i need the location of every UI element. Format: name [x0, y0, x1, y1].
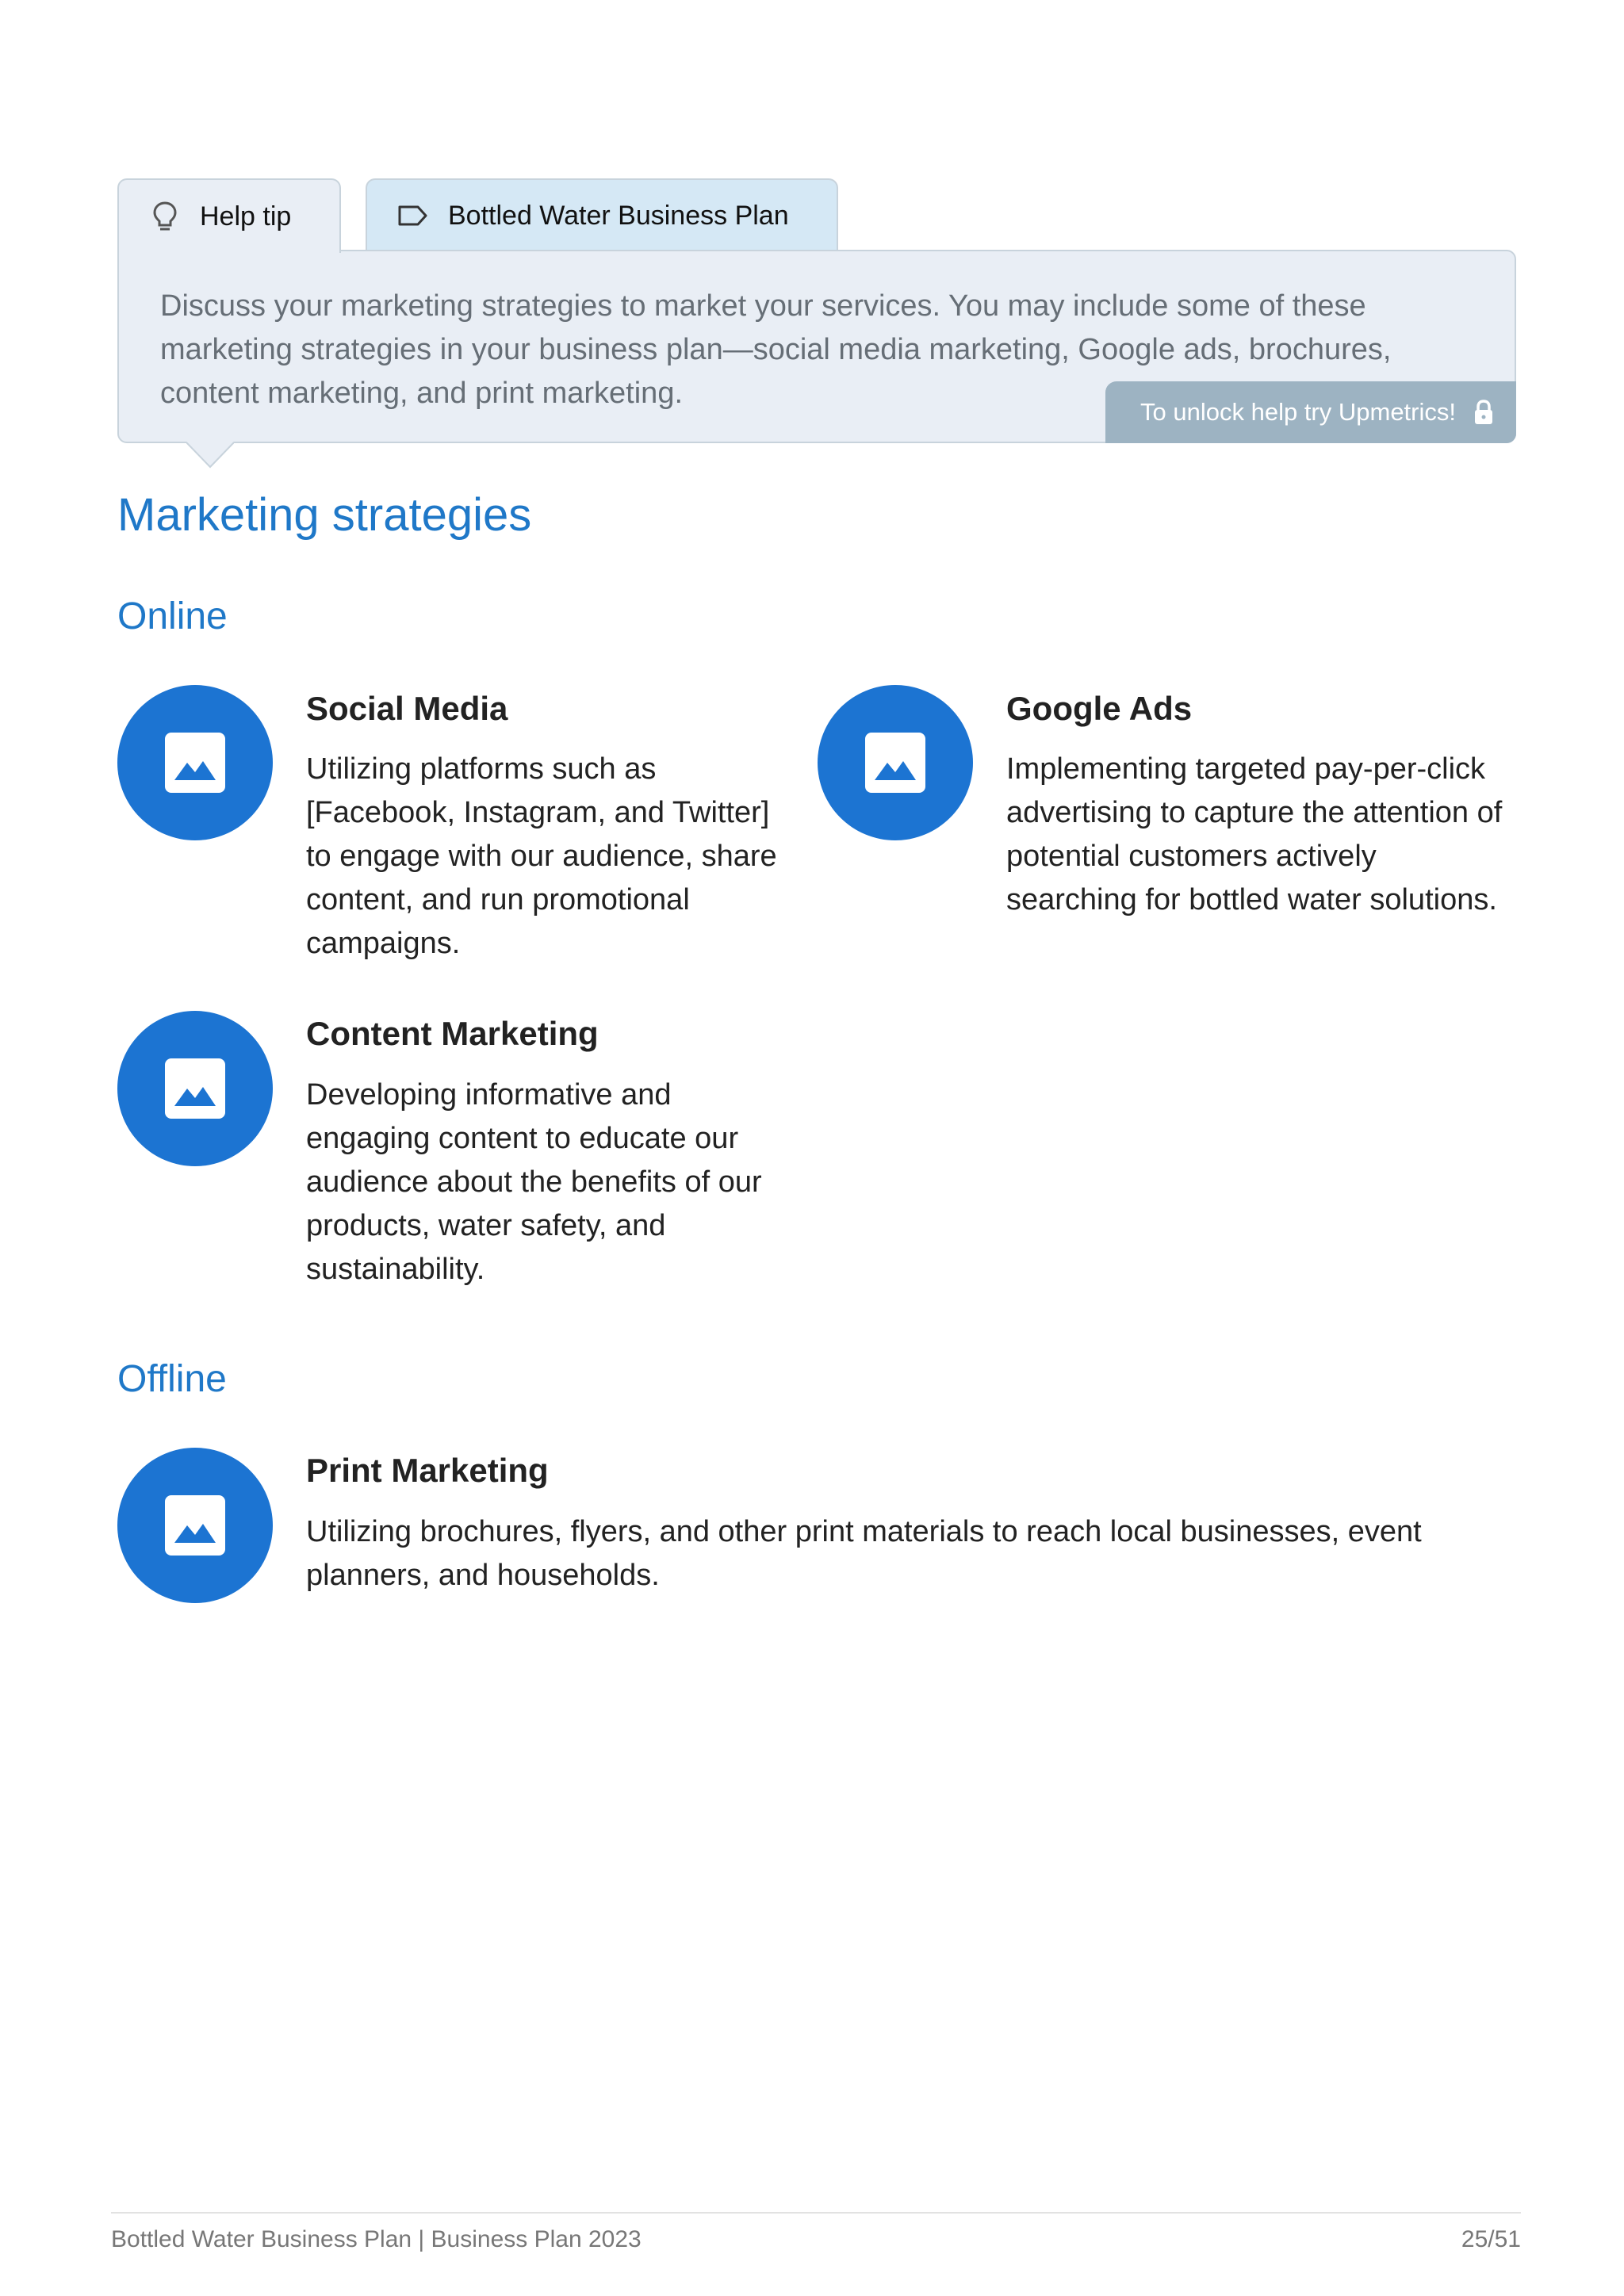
- help-tip-tab[interactable]: [117, 178, 341, 253]
- tag-icon: [397, 200, 429, 232]
- unlock-help-label: To unlock help try Upmetrics!: [1140, 398, 1456, 426]
- section-title: Marketing strategies: [117, 489, 532, 541]
- help-tip-text: Discuss your marketing strategies to market your services. You may include some of these marketing strategies in your business plan—social media marketing, Google ads, brochures, content marketing, and print marketing.: [160, 289, 1392, 410]
- plan-tab[interactable]: [366, 178, 838, 251]
- print-marketing-title: Print Marketing: [306, 1452, 549, 1489]
- google-ads-image-icon: [818, 685, 973, 840]
- social-media-description: Utilizing platforms such as [Facebook, Instagram, and Twitter] to engage with our audience, share content, and run promotional campaigns.: [306, 752, 777, 960]
- footer-divider: [111, 2212, 1521, 2214]
- lightbulb-icon: [149, 201, 181, 232]
- print-marketing-image-icon: [117, 1448, 273, 1603]
- unlock-help-button[interactable]: [1105, 381, 1516, 443]
- help-tip-label: Help tip: [200, 201, 292, 232]
- footer-page-number: 25/51: [1461, 2226, 1521, 2252]
- online-heading: Online: [117, 595, 228, 637]
- help-tip-box: [117, 250, 1516, 443]
- offline-heading: Offline: [117, 1358, 227, 1400]
- content-marketing-description: Developing informative and engaging content to educate our audience about the benefits of our products, water safety, and sustainability.: [306, 1078, 762, 1286]
- social-media-title: Social Media: [306, 690, 508, 727]
- plan-tab-label: Bottled Water Business Plan: [448, 200, 789, 231]
- print-marketing-description: Utilizing brochures, flyers, and other print materials to reach local businesses, event planners, and households.: [306, 1515, 1422, 1592]
- social-media-image-icon: [117, 685, 273, 840]
- google-ads-title: Google Ads: [1006, 690, 1193, 727]
- content-marketing-title: Content Marketing: [306, 1015, 599, 1052]
- google-ads-description: Implementing targeted pay-per-click advertising to capture the attention of potential customers actively searching for bottled water solutions.: [1006, 752, 1503, 916]
- footer-document-title: Bottled Water Business Plan | Business Plan 2023: [111, 2226, 642, 2252]
- lock-icon: [1472, 399, 1496, 426]
- content-marketing-image-icon: [117, 1011, 273, 1166]
- help-tip-pointer: [186, 442, 234, 469]
